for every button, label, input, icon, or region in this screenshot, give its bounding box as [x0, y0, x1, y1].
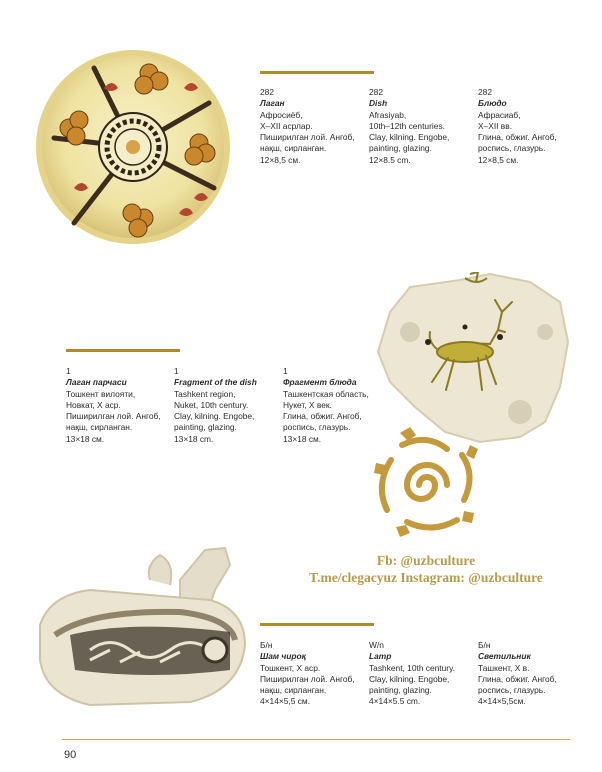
caption-line: Глина, обжиг. Ангоб,	[283, 411, 362, 422]
caption-line: 12×8,5 см.	[478, 154, 519, 165]
caption-en-1	[174, 366, 274, 445]
caption-line: 13×18 см.	[283, 433, 322, 444]
caption-line: Новкат, X аср.	[66, 399, 121, 410]
caption-line: Пиширилган лой. Ангоб,	[260, 673, 355, 684]
caption-line: Clay, kilning. Engobe,	[174, 411, 255, 422]
item-title: Lamp	[369, 651, 392, 662]
caption-line: роспись, глазурь.	[283, 422, 351, 433]
item-title: Fragment of the dish	[174, 377, 257, 388]
caption-line: Пиширилган лой. Ангоб,	[260, 132, 355, 143]
caption-line: Clay, kilning. Engobe,	[369, 132, 450, 143]
caption-line: Tashkent region,	[174, 388, 236, 399]
caption-line: Афрасиаб,	[478, 109, 521, 120]
catalog-number: 1	[66, 366, 71, 376]
caption-line: painting, glazing.	[369, 685, 432, 696]
caption-line: роспись, глазурь.	[478, 685, 546, 696]
caption-line: Нукет, X век.	[283, 399, 332, 410]
caption-line: нақш, сирланган.	[66, 422, 133, 433]
social-watermark	[286, 552, 566, 586]
catalog-number: 1	[174, 366, 179, 376]
caption-line: нақш, сирланган.	[260, 685, 327, 696]
lamp-photo	[30, 540, 260, 720]
catalog-number: 282	[260, 87, 274, 97]
caption-line: 13×18 см.	[66, 433, 105, 444]
caption-line: нақш, сирланган.	[260, 143, 327, 154]
caption-line: Глина, обжиг. Ангоб,	[478, 132, 557, 143]
facebook-handle: Fb: @uzbculture	[376, 553, 476, 568]
caption-line: Tashkent, 10th century.	[369, 662, 455, 673]
caption-line: Тошкент, X аср.	[260, 662, 321, 673]
item-title: Шам чироқ	[260, 651, 306, 662]
caption-line: Глина, обжиг. Ангоб,	[478, 673, 557, 684]
caption-line: 4×14×5.5 cm.	[369, 696, 421, 707]
item-title: Лаган парчаси	[66, 377, 127, 388]
section-rule-lamp	[260, 623, 374, 626]
caption-line: Afrasiyab,	[369, 109, 407, 120]
caption-line: 13×18 cm.	[174, 433, 214, 444]
dish-photo	[34, 48, 232, 246]
caption-ru-1	[283, 366, 383, 445]
caption-uz-282	[260, 87, 360, 166]
fragment-photo	[370, 272, 572, 447]
section-rule-282	[260, 71, 374, 74]
item-title: Блюдо	[478, 98, 507, 109]
section-rule-1	[66, 349, 180, 352]
catalog-number: Б/н	[478, 640, 491, 650]
caption-line: Nuket, 10th century.	[174, 399, 249, 410]
caption-line: 10th–12th centuries.	[369, 120, 445, 131]
catalog-number: 282	[478, 87, 492, 97]
catalog-number: Б/н	[260, 640, 273, 650]
caption-line: 4×14×5,5 см.	[260, 696, 310, 707]
caption-line: painting, glazing.	[174, 422, 237, 433]
caption-line: Ташкентская область,	[283, 388, 369, 399]
caption-ru-lamp	[478, 640, 578, 708]
caption-line: 12×8.5 cm.	[369, 154, 411, 165]
catalog-number: W/n	[369, 640, 384, 650]
caption-line: 12×8,5 см.	[260, 154, 301, 165]
caption-uz-1	[66, 366, 166, 445]
caption-line: 4×14×5,5см.	[478, 696, 526, 707]
caption-line: Пиширилган лой. Ангоб,	[66, 411, 161, 422]
caption-line: X–XII асрлар.	[260, 120, 313, 131]
telegram-instagram-handles: T.me/clegacyuz Instagram: @uzbculture	[309, 570, 543, 585]
page-number: 90	[64, 749, 77, 761]
catalog-number: 282	[369, 87, 383, 97]
caption-line: Ташкент, X в.	[478, 662, 530, 673]
caption-ru-282	[478, 87, 578, 166]
item-title: Фрагмент блюда	[283, 377, 357, 388]
caption-line: X–XII вв.	[478, 120, 513, 131]
item-title: Светильник	[478, 651, 531, 662]
caption-en-lamp	[369, 640, 469, 708]
caption-line: Тошкент вилояти,	[66, 388, 136, 399]
caption-line: роспись, глазурь.	[478, 143, 546, 154]
caption-line: painting, glazing.	[369, 143, 432, 154]
catalog-number: 1	[283, 366, 288, 376]
caption-uz-lamp	[260, 640, 360, 708]
caption-line: Clay, kilning. Engobe,	[369, 673, 450, 684]
item-title: Лаган	[260, 98, 285, 109]
caption-en-282	[369, 87, 469, 166]
footer-rule	[62, 739, 570, 740]
item-title: Dish	[369, 98, 388, 109]
caption-line: Афросиёб,	[260, 109, 303, 120]
